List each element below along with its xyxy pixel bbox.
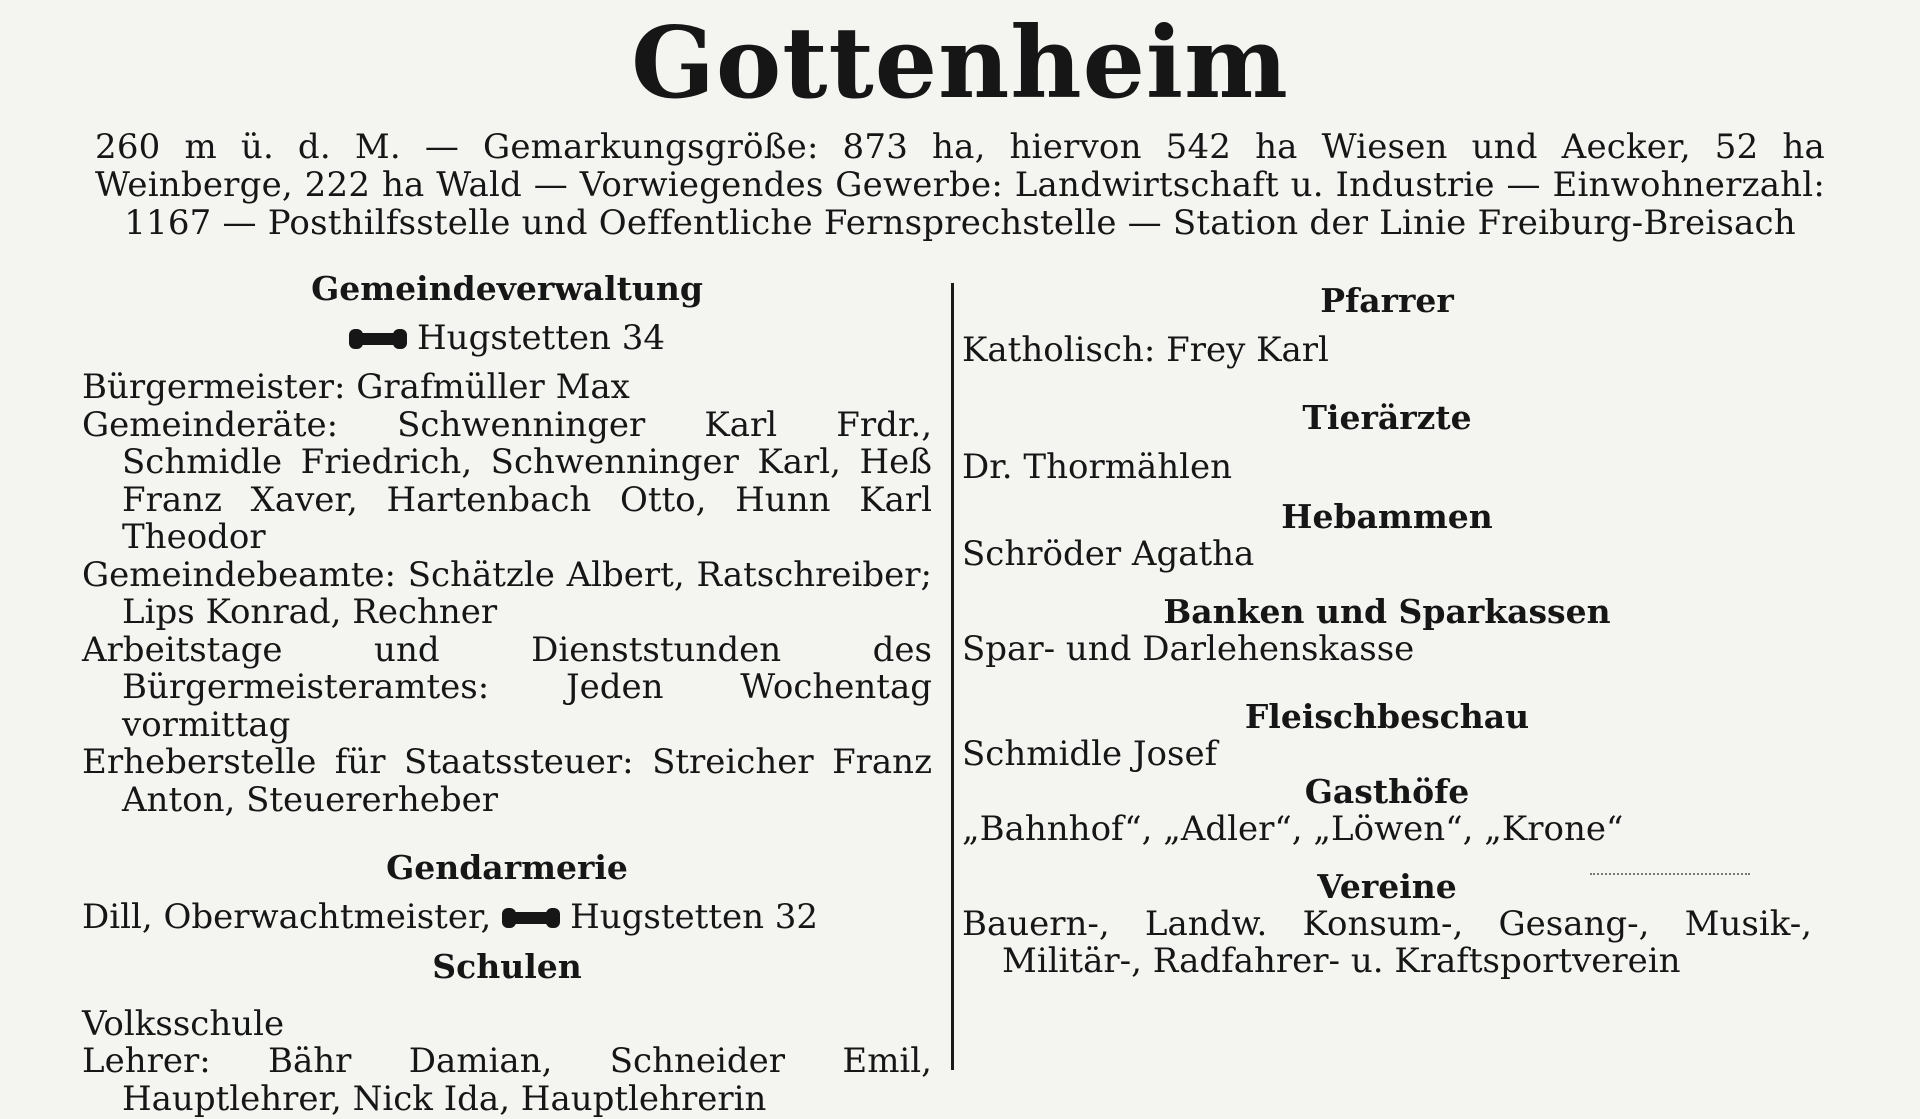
entry-vereine: Bauern-, Landw. Konsum-, Gesang-, Musik-, Militär-, Radfahrer- u. Kraftsportverein xyxy=(962,903,1812,981)
page-title: Gottenheim xyxy=(631,6,1289,121)
telephone-icon xyxy=(349,329,407,351)
heading-banken: Banken und Sparkassen xyxy=(1163,592,1611,631)
heading-gendarmerie: Gendarmerie xyxy=(386,848,628,887)
entry-gemeinderaete: Gemeinderäte: Schwenninger Karl Frdr., Schmidle Friedrich, Schwenninger Karl, Heß Franz Xaver, Hartenbach Otto, Hunn Karl Theodor xyxy=(82,404,932,557)
dotted-rule xyxy=(1590,873,1750,875)
entry-volksschule: Volksschule xyxy=(82,1003,285,1044)
entry-gendarmerie xyxy=(82,896,932,937)
entry-lehrer: Lehrer: Bähr Damian, Schneider Emil, Hauptlehrer, Nick Ida, Hauptlehrerin xyxy=(82,1041,932,1119)
entry-arbeitstage: Arbeitstage und Dienststunden des Bürgermeisteramtes: Jeden Wochentag vormittag xyxy=(82,629,932,745)
entry-gemeindebeamte: Gemeindebeamte: Schätzle Albert, Ratschreiber; Lips Konrad, Rechner xyxy=(82,554,932,632)
entry-gasthoefe: „Bahnhof“, „Adler“, „Löwen“, „Krone“ xyxy=(962,808,1624,849)
heading-fleischbeschau: Fleischbeschau xyxy=(1244,697,1530,736)
entry-banken: Spar- und Darlehenskasse xyxy=(962,628,1415,669)
heading-hebammen: Hebammen xyxy=(1281,497,1493,536)
gendarmerie-officer: Dill, Oberwachtmeister, xyxy=(82,896,492,937)
heading-pfarrer: Pfarrer xyxy=(1320,281,1454,320)
heading-gasthoefe: Gasthöfe xyxy=(1304,772,1470,811)
heading-tieraerzte: Tierärzte xyxy=(1302,398,1472,437)
heading-schulen: Schulen xyxy=(432,947,582,986)
entry-fleischbeschau: Schmidle Josef xyxy=(962,733,1218,774)
left-column xyxy=(82,270,932,1118)
entry-tieraerzte: Dr. Thormählen xyxy=(962,446,1232,487)
gemeindeverwaltung-phone xyxy=(82,317,932,358)
entry-pfarrer: Katholisch: Frey Karl xyxy=(962,329,1329,370)
telephone-icon xyxy=(502,908,560,930)
gendarmerie-phone-number: Hugstetten 32 xyxy=(570,896,819,937)
entry-hebammen: Schröder Agatha xyxy=(962,533,1255,574)
column-divider xyxy=(951,283,954,1070)
intro-paragraph: 260 m ü. d. M. — Gemarkungsgröße: 873 ha, hiervon 542 ha Wiesen und Aecker, 52 ha Weinberge, 222 ha Wald — Vorwiegendes Gewerbe: Landwirtschaft u. Industrie — Einwohnerzahl: 1167 — Posthilfsstelle und Oeffentliche Fernsprechstelle — Station der Linie Freiburg-Breisach xyxy=(95,127,1825,243)
entry-erheberstelle: Erheberstelle für Staatssteuer: Streicher Franz Anton, Steuererheber xyxy=(82,742,932,820)
heading-gemeindeverwaltung: Gemeindeverwaltung xyxy=(311,269,703,308)
gemeindeverwaltung-phone-number: Hugstetten 34 xyxy=(417,317,665,358)
entry-buergermeister: Bürgermeister: Grafmüller Max xyxy=(82,367,630,407)
heading-vereine: Vereine xyxy=(1317,867,1457,906)
